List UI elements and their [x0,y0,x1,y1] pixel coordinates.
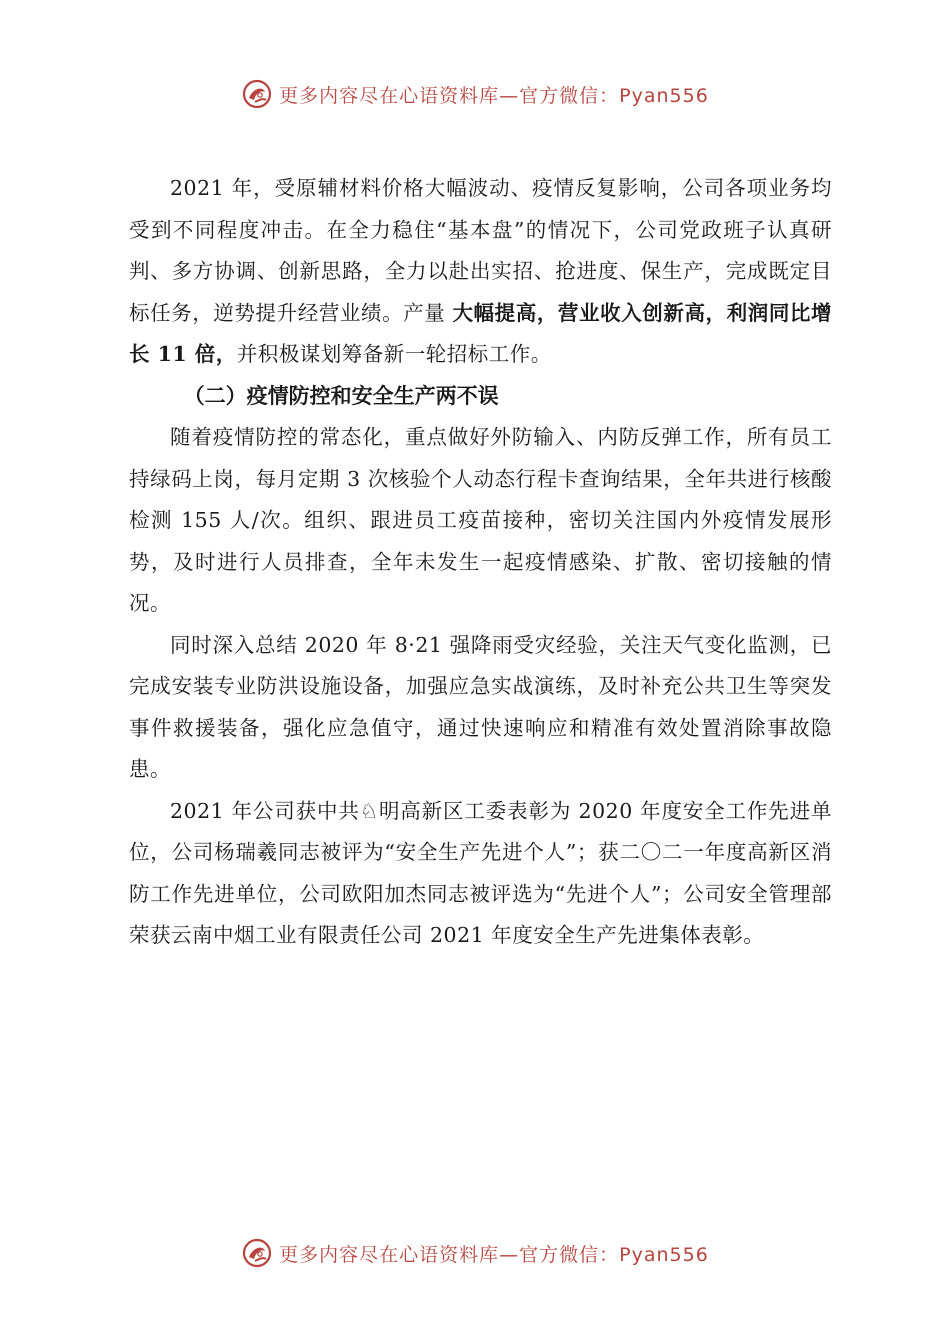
paragraph-text: 2021 年，受原辅材料价格大幅波动、疫情反复影响，公司各项业务均受到不同程度冲击。在全力稳住“基本盘”的情况下，公司党政班子认真研判、多方协调、创新思路，全力以赴出实招、抢进度、保生产，完成既定目标任务，逆势提升经营业绩。产量 [129,176,832,325]
watermark-text: 更多内容尽在心语资料库—官方微信：Pyan556 [279,1243,709,1266]
paragraph-flood-prevention: 同时深入总结 2020 年 8·21 强降雨受灾经验，关注天气变化监测，已完成安装专业防洪设施设备，加强应急实战演练，及时补充公共卫生等突发事件救援装备，强化应急值守，通过快速响应和精准有效处置消除事故隐患。 [129,632,832,781]
paragraph-awards: 2021 年公司获中共♘明高新区工委表彰为 2020 年度安全工作先进单位，公司杨瑞羲同志被评为“安全生产先进个人”；获二〇二一年度高新区消防工作先进单位，公司欧阳加杰同志被评选为“先进个人”；公司安全管理部荣获云南中烟工业有限责任公司 2021 年度安全生产先进集体表彰。 [129,798,832,947]
bold-highlight: 大幅提高，营业收入创新高，利润同比增长 11 倍， [129,300,833,366]
document-body [129,168,832,957]
swirl-logo-icon [241,78,273,110]
watermark-text: 更多内容尽在心语资料库—官方微信：Pyan556 [279,84,709,107]
section-heading: （二）疫情防控和安全生产两不误 [183,383,499,408]
paragraph-business-results [129,168,832,376]
paragraph-epidemic-control: 随着疫情防控的常态化，重点做好外防输入、内防反弹工作，所有员工持绿码上岗，每月定期 3 次核验个人动态行程卡查询结果，全年共进行核酸检测 155 人/次。组织、跟进员工疫苗接种，密切关注国内外疫情发展形势，及时进行人员排查，全年未发生一起疫情感染、扩散、密切接触的情况。 [129,425,832,615]
paragraph-text-tail: 并积极谋划筹备新一轮招标工作。 [236,342,552,366]
swirl-logo-icon [241,1237,273,1269]
footer-watermark [0,1233,950,1273]
header-watermark [0,74,950,114]
